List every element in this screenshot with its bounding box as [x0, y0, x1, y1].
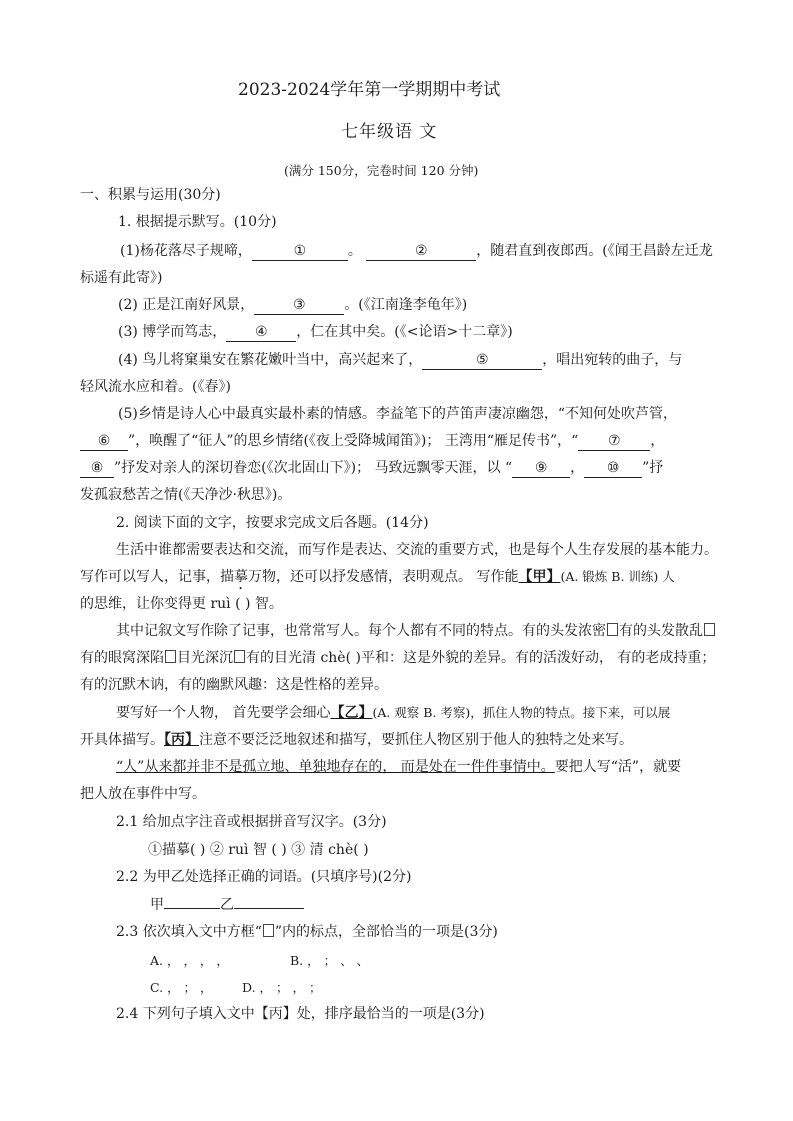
text: 有的头发散乱 — [619, 623, 703, 639]
answer-blank-jia — [164, 908, 220, 909]
passage-p4-line1 — [116, 757, 681, 777]
text: 要把人写“活”，就要 — [554, 759, 682, 775]
blank-8: ⑧ — [80, 460, 114, 478]
passage-p3-line1 — [116, 703, 670, 723]
q1-heading: 1. 根据提示默写。(10分) — [118, 214, 277, 230]
text: ”，唤醒了“征人”的思乡情绪(《夜上受降城闻笛》)； 王湾用“雁足传书”，“ — [128, 433, 579, 449]
punct-box — [607, 623, 618, 636]
blank-4: ④ — [226, 324, 296, 342]
text: (2) 正是江南好风景， — [118, 297, 255, 313]
passage-p1-line2 — [80, 567, 675, 593]
text: 写作可以写人，记事，描 — [80, 569, 234, 585]
q1-item5: (5)乡情是诗人心中最真实最朴素的情感。李益笔下的芦笛声凄凉幽怨，“不知何处吹芦管， — [118, 406, 677, 422]
q2-2-answer — [150, 895, 304, 915]
punct-box — [704, 623, 715, 636]
text: ，随君直到夜郎西。(《闻王昌龄左迁龙 — [476, 243, 713, 259]
text: 注意不要泛泛地叙述和描写，要抓住人物区别于他人的独特之处来写。 — [199, 732, 633, 748]
options-yi: (A. 观察 B. 考察)，抓住人物的特点。接下来，可以展 — [372, 705, 671, 720]
options-jia: (A. 锻炼 B. 训练) 人 — [560, 569, 675, 584]
q2-1-items: ①描摹( ) ② ruì 智 ( ) ③ 清 chè( ) — [148, 842, 369, 858]
text: ”内的标点，全部恰当的一项是(3分) — [274, 924, 498, 940]
passage-p1-line1: 生活中谁都需要表达和交流，而写作是表达、交流的重要方式，也是每个人生存发展的基本能力。 — [116, 542, 718, 558]
text: (4) 鸟儿将窠巢安在繁花嫩叶当中，高兴起来了， — [118, 352, 423, 368]
blank-jia: 【甲】 — [518, 569, 561, 585]
q2-3-option-a: A. ， ， ， ， — [150, 953, 229, 968]
q1-item1-cont: 标遥有此寄》) — [80, 270, 163, 286]
passage-p1-line3: 的思维，让你变得更 ruì ( ) 智。 — [80, 596, 283, 612]
q1-item4 — [118, 350, 682, 370]
q1-item5-line4: 发孤寂愁苦之情(《天净沙·秋思》)。 — [80, 487, 292, 503]
q2-3-option-b: B. ， ； 、 、 — [290, 953, 370, 968]
text: 开具体描写。 — [80, 732, 164, 748]
passage-p2-line3: 有的沉默木讷，有的幽默风趣：这是性格的差异。 — [80, 677, 388, 693]
text: (1)杨花落尽子规啼， — [120, 243, 252, 259]
text: 有的眼窝深陷 — [80, 650, 164, 666]
blank-2: ② — [366, 243, 476, 261]
blank-1: ① — [252, 243, 348, 261]
text: 万物，还可以抒发感情，表明观点。 写作能 — [248, 569, 519, 585]
section-heading: 一、积累与运用(30分) — [80, 187, 221, 203]
text: 其中记叙文写作除了记事，也常常写人。每个人都有不同的特点。有的头发浓密 — [116, 623, 606, 639]
q2-3-heading — [116, 922, 498, 942]
passage-p2-line2 — [80, 648, 715, 668]
exam-info: (满分 150分，完卷时间 120 分钟) — [284, 163, 479, 178]
text: 要写好一个人物， 首先要学会细心 — [116, 705, 331, 721]
blank-3: ③ — [254, 297, 344, 315]
blank-bing: 【丙】 — [164, 732, 199, 748]
blank-7: ⑦ — [578, 433, 650, 451]
label-jia: 甲 — [150, 897, 164, 913]
underlined-sentence: “人”从来都并非不是孤立地、单独地存在的， 而是处在一件件事情中。 — [116, 759, 555, 775]
text: ， — [650, 433, 665, 449]
q1-item2 — [118, 295, 467, 315]
blank-9: ⑨ — [512, 460, 570, 478]
text: 目光深沉 — [177, 650, 233, 666]
dotted-char: 摹 — [234, 569, 248, 585]
blank-5: ⑤ — [422, 352, 542, 370]
q2-2-heading: 2.2 为甲乙处选择正确的词语。(只填序号)(2分) — [116, 869, 412, 885]
passage-p3-line2 — [80, 730, 633, 750]
page-subtitle: 七年级语 文 — [341, 122, 438, 142]
passage-p4-line2: 把人放在事件中写。 — [80, 786, 206, 802]
q1-item5-line3 — [80, 458, 663, 478]
punct-box — [165, 650, 176, 663]
q2-3-option-c: C. ， ； ， — [150, 980, 213, 995]
text: 。(《江南逢李龟年》) — [344, 297, 468, 313]
passage-p2-line1 — [116, 621, 716, 641]
q2-1-heading: 2.1 给加点字注音或根据拼音写汉字。(3分) — [116, 814, 387, 830]
text: ”抒 — [642, 460, 664, 476]
blank-10: ⑩ — [584, 460, 642, 478]
blank-6: ⑥ — [80, 433, 128, 451]
q1-item1 — [120, 241, 713, 261]
q1-item3 — [118, 322, 513, 342]
text: ， — [570, 460, 585, 476]
text: 。 — [347, 243, 362, 259]
q2-4-heading: 2.4 下列句子填入文中【丙】处，排序最恰当的一项是(3分) — [116, 1006, 485, 1022]
q2-3-option-d: D. ， ； ， ； — [242, 980, 322, 995]
q1-item5-line2 — [80, 431, 664, 451]
text: 2.3 依次填入文中方框“ — [116, 924, 262, 940]
page-title: 2023-2024学年第一学期期中考试 — [238, 80, 501, 100]
punct-box — [234, 650, 245, 663]
label-yi: 乙 — [220, 897, 234, 913]
text: ，唱出宛转的曲子，与 — [542, 352, 683, 368]
text: ”抒发对亲人的深切眷恋(《次北固山下》)； 马致远飘零天涯，以 “ — [114, 460, 513, 476]
answer-blank-yi — [234, 908, 304, 909]
punct-box — [263, 924, 274, 937]
text: 有的目光清 chè( )平和：这是外貌的差异。有的活泼好动， 有的老成持重； — [246, 650, 716, 666]
blank-yi: 【乙】 — [330, 705, 373, 721]
q1-item4-cont: 轻风流水应和着。(《春》) — [80, 379, 231, 395]
text: ，仁在其中矣。(《<论语>十二章》) — [296, 324, 513, 340]
q2-heading: 2. 阅读下面的文字，按要求完成文后各题。(14分) — [116, 515, 429, 531]
text: (3) 博学而笃志， — [118, 324, 227, 340]
